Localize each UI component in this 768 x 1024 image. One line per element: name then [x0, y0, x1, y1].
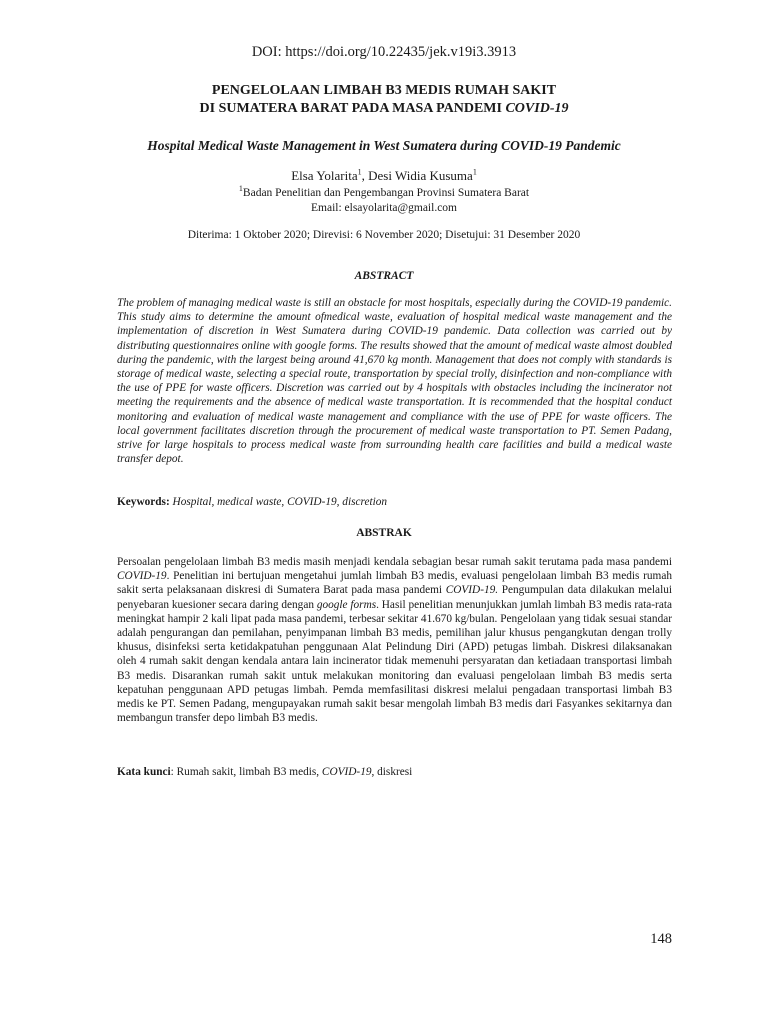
abstrak-text-2: . Penelitian ini bertujuan mengetahui jumlah limbah B3 medis, evaluasi pengelolaan limbah B3 medis rumah sakit serta pelaksanaan diskresi di Sumatera Barat pada masa pandemi [117, 570, 672, 597]
abstrak-italic-2: COVID-19. [445, 584, 499, 597]
affiliation-institution-line [0, 186, 768, 201]
keywords-label: Keywords: [117, 496, 170, 508]
abstrak-body [117, 555, 672, 725]
authors [0, 168, 768, 184]
author-1: Elsa Yolarita [291, 168, 358, 183]
author-1-affil-marker: 1 [357, 167, 362, 177]
paper-title [0, 82, 768, 118]
author-separator: , [361, 168, 369, 183]
affiliation [0, 186, 768, 216]
abstrak-italic-3: google forms [316, 598, 377, 611]
keywords [117, 496, 672, 508]
submission-dates: Diterima: 1 Oktober 2020; Direvisi: 6 November 2020; Disetujui: 31 Desember 2020 [187, 229, 581, 241]
affiliation-email: Email: elsayolarita@gmail.com [311, 202, 457, 214]
abstrak-text-4: . Hasil penelitian menunjukkan jumlah limbah B3 medis rata-rata meningkat hampir 2 kali lipat pada masa pandemi, terbesar sekitar 41.670 kg/bulan. Pengelolaan yang tidak sesuai standar adalah pengurangan dan pemilahan, penyimpanan limbah B3 medis, pemilihan jalur khusus pengangkutan dengan trolly khusus, disinfeksi serta ketidakpatuhan penggunaan Alat Pelindung Diri (APD) petugas limbah. Diskresi dilaksanakan oleh 4 rumah sakit dengan kendala antara lain incinerator tidak memenuhi persyaratan dan ketiadaan transportasi limbah B3 medis. Disarankan rumah sakit untuk melakukan monitoring dan evaluasi pengelolaan limbah B3 medis serta kepatuhan penggunaan APD petugas limbah. Pemda memfasilitasi diskresi melalui pengadaan transportasi limbah B3 medis ke PT. Semen Padang, mengupayakan rumah sakit besar mengolah limbah B3 medis dari Fasyankes sekitarnya dan membangun transfer depo limbah B3 medis. [117, 598, 672, 725]
title-line-2 [0, 100, 768, 118]
kata-kunci [117, 766, 672, 778]
abstrak-text-3: Pengumpulan data dilakukan melalui penyebaran kuesioner secara daring dengan [117, 584, 672, 611]
abstrak-italic-1: COVID-19 [117, 570, 167, 583]
abstract-body: The problem of managing medical waste is still an obstacle for most hospitals, especially during the COVID-19 pandemic. This study aims to determine the amount ofmedical waste, evaluation of hospital medical waste management and the implementation of discretion in West Sumatera during COVID-19 pandemic. Data collection was carried out by distributing questionnaires online with google forms. The results showed that the amount of medical waste almost doubled during the pandemic, with the largest being around 41,670 kg month. Management that does not comply with standards is storage of medical waste, selecting a special route, transportation by special trolly, disinfection and non-compliance with the use of PPE for waste officers. Discretion was carried out by 4 hospitals with obstacles including the incinerator not meeting the requirements and the absence of medical waste transportation. It is recommended that the hospital conduct monitoring and evaluation of medical waste management and compliance with the use of PPE for waste officers. The local government facilitates discretion through the procurement of medical waste transportation to PT. Semen Padang, strive for large hospitals to process medical waste from surrounding health care facilities and build a medical waste transfer depot. [117, 297, 672, 466]
doi-line: DOI: https://doi.org/10.22435/jek.v19i3.3913 [251, 44, 517, 60]
abstrak-heading: ABSTRAK [356, 527, 412, 539]
title-line-2-italic: COVID-19 [505, 101, 569, 116]
author-2-affil-marker: 1 [472, 167, 477, 177]
affiliation-institution: Badan Penelitian dan Pengembangan Provinsi Sumatera Barat [242, 187, 530, 199]
abstract-heading: ABSTRACT [354, 270, 414, 282]
english-title: Hospital Medical Waste Management in West Sumatera during COVID-19 Pandemic [147, 138, 621, 153]
kata-kunci-label: Kata kunci [117, 766, 171, 778]
title-line-1: PENGELOLAAN LIMBAH B3 MEDIS RUMAH SAKIT [211, 83, 557, 98]
title-line-2-text: DI SUMATERA BARAT PADA MASA PANDEMI [199, 101, 506, 116]
abstrak-text-1: Persoalan pengelolaan limbah B3 medis masih menjadi kendala sebagian besar rumah sakit terutama pada masa pandemi [117, 556, 672, 568]
page-number: 148 [650, 931, 672, 947]
affiliation-marker: 1 [238, 184, 243, 194]
keywords-value: Hospital, medical waste, COVID-19, discretion [169, 496, 388, 508]
kata-kunci-tail: , diskresi [371, 766, 413, 778]
kata-kunci-values: : Rumah sakit, limbah B3 medis, [170, 766, 322, 778]
kata-kunci-italic: COVID-19 [321, 766, 372, 778]
author-2: Desi Widia Kusuma [368, 168, 473, 183]
